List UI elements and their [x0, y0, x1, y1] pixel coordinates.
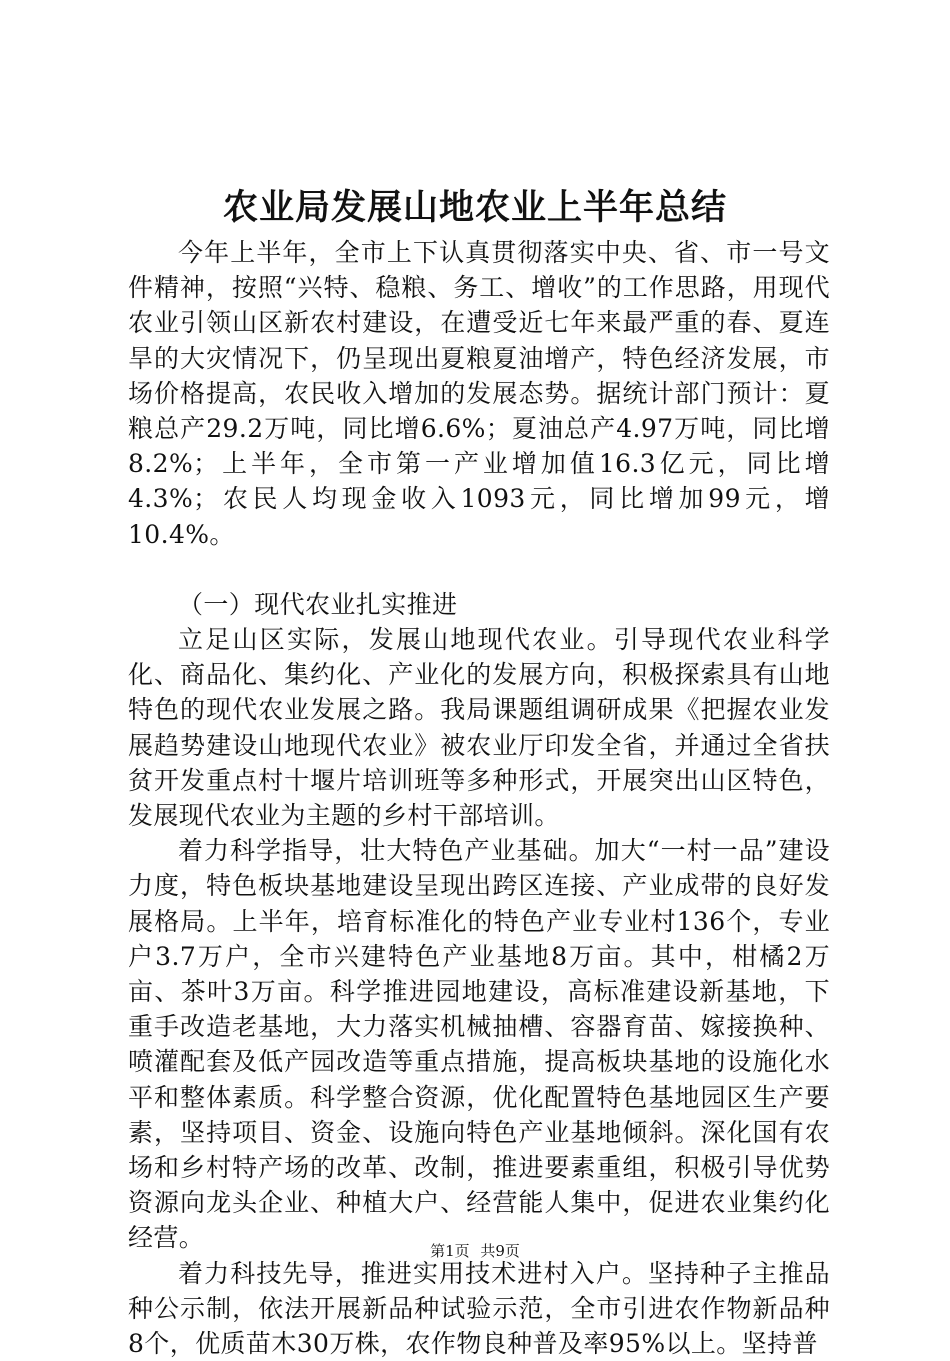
page-number: 第1页 [430, 1242, 470, 1260]
document-title: 农业局发展山地农业上半年总结 [222, 187, 727, 228]
paragraph-modern-agriculture: 立足山区实际，发展山地现代农业。引导现代农业科学化、商品化、集约化、产业化的发展方向，积极探索具有山地特色的现代农业发展之路。我局课题组调研成果《把握农业发展趋势建设山地现代农业》被农业厅印发全省，并通过全省扶贫开发重点村十堰片培训班等多种形式，开展突出山区特色，发展现代农业为主题的乡村干部培训。 [128, 625, 830, 831]
paragraph-specialty-industry: 着力科学指导，壮大特色产业基础。加大“一村一品”建设力度，特色板块基地建设呈现出跨区连接、产业成带的良好发展格局。上半年，培育标准化的特色产业专业村136个，专业户3.7万户，全市兴建特色产业基地8万亩。其中，柑橘2万亩、茶叶3万亩。科学推进园地建设，高标准建设新基地，下重手改造老基地，大力落实机械抽槽、容器育苗、嫁接换种、喷灌配套及低产园改造等重点措施，提高板块基地的设施化水平和整体素质。科学整合资源，优化配置特色基地园区生产要素，坚持项目、资金、设施向特色产业基地倾斜。深化国有农场和乡村特产场的改革、改制，推进要素重组，积极引导优势资源向龙头企业、种植大户、经营能人集中，促进农业集约化经营。 [128, 836, 830, 1253]
paragraph-technology: 着力科技先导，推进实用技术进村入户。坚持种子主推品种公示制，依法开展新品种试验示范，全市引进农作物新品种8个，优质苗木30万株，农作物良种普及率95%以上。坚持普 [128, 1258, 830, 1359]
page-footer [0, 1240, 950, 1262]
document-body [128, 235, 830, 1361]
paragraph-intro: 今年上半年，全市上下认真贯彻落实中央、省、市一号文件精神，按照“兴特、稳粮、务工、增收”的工作思路，用现代农业引领山区新农村建设，在遭受近七年来最严重的春、夏连旱的大灾情况下，仍呈现出夏粮夏油增产，特色经济发展，市场价格提高，农民收入增加的发展态势。据统计部门预计：夏粮总产29.2万吨，同比增6.6%；夏油总产4.97万吨，同比增8.2%；上半年，全市第一产业增加值16.3亿元，同比增4.3%；农民人均现金收入1093元，同比增加99元，增10.4%。 [128, 238, 830, 549]
page-total: 共9页 [480, 1242, 520, 1260]
section-heading: （一）现代农业扎实推进 [178, 589, 458, 619]
